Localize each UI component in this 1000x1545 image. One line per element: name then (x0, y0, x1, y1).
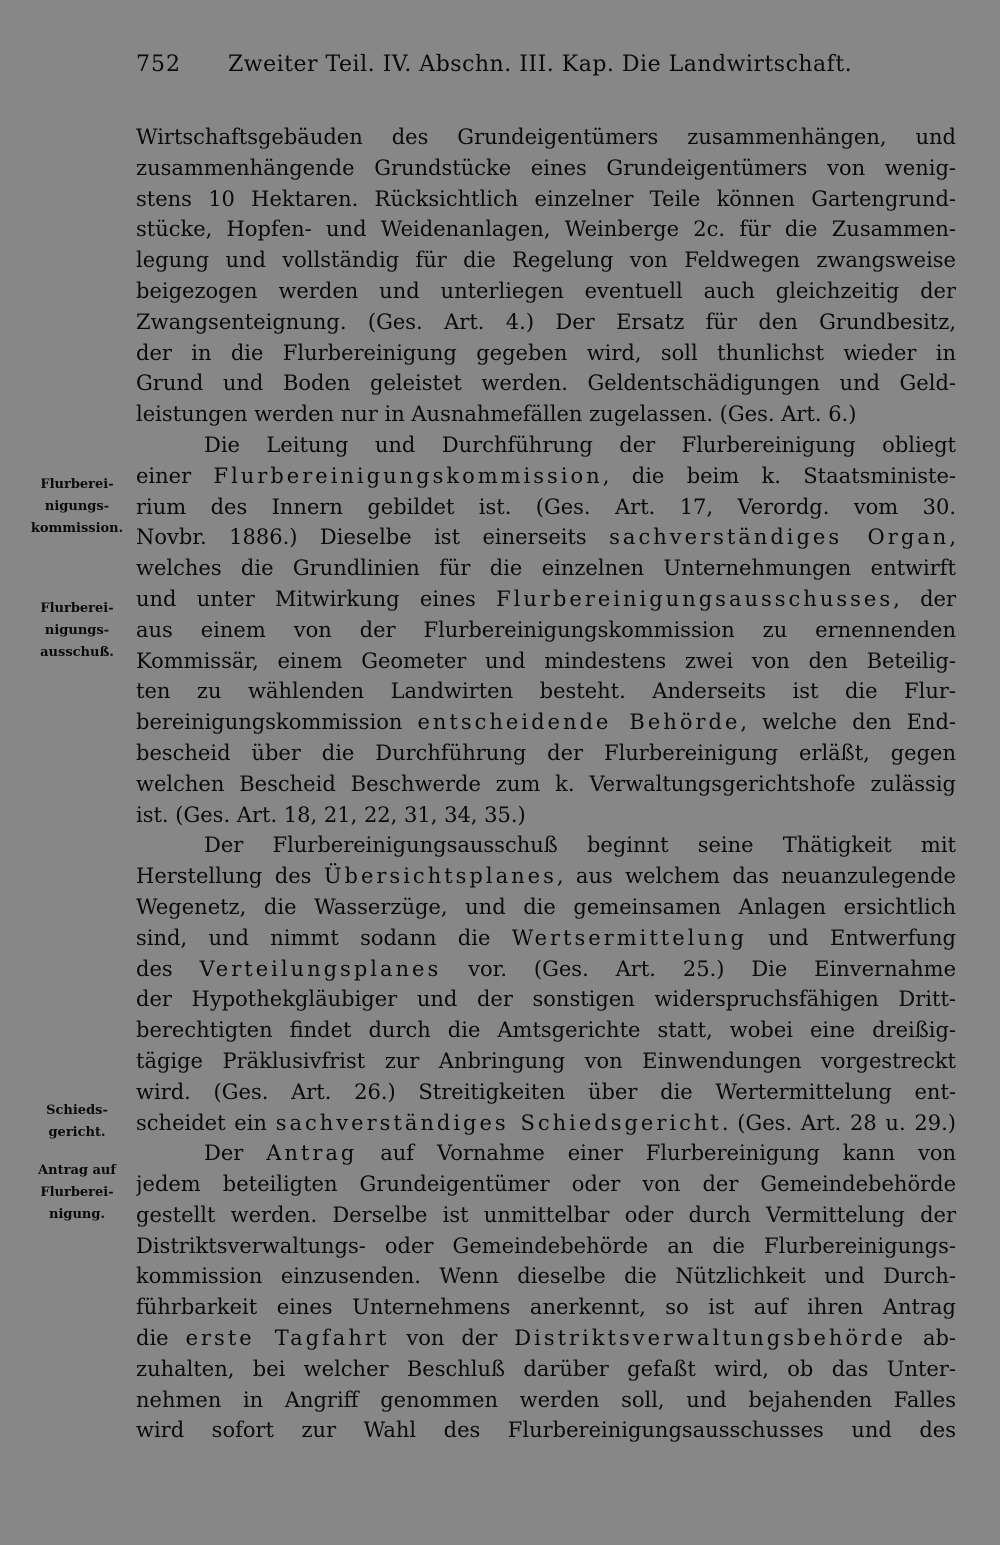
text-line: ten zu wählenden Landwirten besteht. Anderseits ist die Flur- (136, 679, 956, 704)
margin-note-line: kommission. (30, 521, 124, 536)
text-line: nehmen in Angriff genommen werden soll, und bejahenden Falles (136, 1387, 956, 1412)
text-fragment: , welche den End- (740, 710, 956, 735)
margin-note-line: Flurberei- (40, 601, 114, 616)
margin-note-line: ausschuß. (40, 645, 114, 660)
spaced-term: Flurbereinigungskommission (213, 463, 603, 488)
margin-note-antrag-auf-flurbereinigung (26, 1160, 128, 1226)
text-line: Kommissär, einem Geometer und mindestens zwei von den Beteilig- (136, 648, 956, 673)
text-line: rium des Innern gebildet ist. (Ges. Art. 17, Verordg. vom 30. (136, 494, 956, 519)
spaced-term: Flurbereinigungsausschusses (496, 586, 894, 611)
text-line: führbarkeit eines Unternehmens anerkennt, so ist auf ihren Antrag (136, 1295, 956, 1320)
text-fragment: , die beim k. Staatsministe- (602, 463, 956, 488)
text-fragment: Herstellung des (136, 864, 312, 889)
margin-note-line: nigung. (49, 1207, 105, 1222)
text-fragment: einer (136, 463, 192, 488)
text-fragment: die (136, 1326, 169, 1351)
text-line: bescheid über die Durchführung der Flurbereinigung erläßt, gegen (136, 740, 956, 765)
text-fragment: ab- (905, 1326, 956, 1351)
text-fragment: , aus welchem das neuanzulegende (556, 864, 956, 889)
text-fragment: . (Ges. Art. 28 u. 29.) (721, 1110, 956, 1135)
text-line: stücke, Hopfen- und Weidenanlagen, Weinberge 2c. für die Zusammen- (136, 217, 956, 242)
margin-note-schiedsgericht (26, 1100, 128, 1144)
text-line: leistungen werden nur in Ausnahmefällen zugelassen. (Ges. Art. 6.) (136, 402, 857, 427)
text-fragment: vor. (Ges. Art. 25.) Die Einvernahme (441, 956, 956, 981)
margin-note-line: nigungs- (44, 623, 110, 638)
text-line: beigezogen werden und unterliegen eventuell auch gleichzeitig der (136, 278, 956, 303)
text-line: zusammenhängende Grundstücke eines Grundeigentümers von wenig- (136, 155, 956, 180)
text-line (136, 522, 956, 553)
text-line (136, 954, 956, 985)
text-line: jedem beteiligten Grundeigentümer oder von der Gemeindebehörde (136, 1172, 956, 1197)
text-fragment: , der (893, 586, 956, 611)
text-line (136, 1138, 956, 1169)
text-line: wird. (Ges. Art. 26.) Streitigkeiten über die Wertermittelung ent- (136, 1079, 956, 1104)
text-line: der in die Flurbereinigung gegeben wird, soll thunlichst wieder in (136, 340, 956, 365)
spaced-term: Distriktsverwaltungsbehörde (514, 1326, 906, 1351)
margin-note-line: nigungs- (44, 499, 110, 514)
text-line: tägige Präklusivfrist zur Anbringung von Einwendungen vorgestreckt (136, 1048, 956, 1073)
text-line: stens 10 Hektaren. Rücksichtlich einzelner Teile können Gartengrund- (136, 186, 956, 211)
text-line (136, 584, 956, 615)
text-line: berechtigten findet durch die Amtsgerichte statt, wobei eine dreißig- (136, 1018, 956, 1043)
text-line: Wegenetz, die Wasserzüge, und die gemeinsamen Anlagen ersichtlich (136, 894, 956, 919)
spaced-term: Verteilungsplanes (199, 956, 442, 981)
spaced-term: sachverständiges Schiedsgericht (275, 1110, 722, 1135)
margin-note-line: Flurberei- (40, 477, 114, 492)
text-line (136, 1108, 956, 1139)
text-line: Zwangsenteignung. (Ges. Art. 4.) Der Ersatz für den Grundbesitz, (136, 309, 956, 334)
text-line: zuhalten, bei welcher Beschluß darüber gefaßt wird, ob das Unter- (136, 1356, 956, 1381)
text-fragment: bereinigungskommission (136, 710, 403, 735)
margin-note-line: Schieds- (46, 1103, 108, 1118)
text-line (136, 707, 956, 738)
text-line: Der Flurbereinigungsausschuß beginnt seine Thätigkeit mit (204, 833, 956, 858)
text-line: gestellt werden. Derselbe ist unmittelbar oder durch Vermittelung der (136, 1202, 956, 1227)
page-header (136, 52, 956, 92)
margin-note-line: gericht. (48, 1125, 106, 1140)
text-fragment: Novbr. 1886.) Dieselbe ist einerseits (136, 525, 587, 550)
margin-note-flurbereinigungskommission (26, 474, 128, 540)
body-text (136, 122, 956, 1446)
spaced-term: entscheidende Behörde (417, 710, 741, 735)
text-fragment: und unter Mitwirkung eines (136, 586, 476, 611)
text-fragment: auf Vornahme einer Flurbereinigung kann von (357, 1141, 956, 1166)
text-line: Distriktsverwaltungs- oder Gemeindebehörde an die Flurbereinigungs- (136, 1233, 956, 1258)
text-fragment: von der (389, 1326, 515, 1351)
text-line: ist. (Ges. Art. 18, 21, 22, 31, 34, 35.) (136, 802, 526, 827)
spaced-term: Wertsermittelung (511, 925, 747, 950)
text-fragment: sind, und nimmt sodann die (136, 925, 491, 950)
text-line: Die Leitung und Durchführung der Flurbereinigung obliegt (204, 432, 956, 457)
spaced-term: Antrag (266, 1141, 358, 1166)
text-line: Grund und Boden geleistet werden. Geldentschädigungen und Geld- (136, 371, 956, 396)
text-fragment: Der (204, 1141, 244, 1166)
text-line: wird sofort zur Wahl des Flurbereinigungsausschusses und des (136, 1418, 956, 1443)
text-line: der Hypothekgläubiger und der sonstigen widerspruchsfähigen Dritt- (136, 987, 956, 1012)
margin-note-line: Flurberei- (40, 1185, 114, 1200)
running-head: Zweiter Teil. IV. Abschn. III. Kap. Die Landwirtschaft. (228, 52, 853, 77)
text-line: kommission einzusenden. Wenn dieselbe die Nützlichkeit und Durch- (136, 1264, 956, 1289)
text-fragment: und Entwerfung (746, 925, 956, 950)
text-fragment: des (136, 956, 173, 981)
text-line (136, 861, 956, 892)
margin-note-flurbereinigungsausschuss (26, 598, 128, 664)
spaced-term: erste Tagfahrt (185, 1326, 390, 1351)
text-line: welches die Grundlinien für die einzelnen Unternehmungen entwirft (136, 556, 956, 581)
text-line: Wirtschaftsgebäuden des Grundeigentümers zusammenhängen, und (136, 125, 956, 149)
text-line (136, 923, 956, 954)
page-number: 752 (136, 52, 181, 77)
text-fragment: scheidet ein (136, 1110, 267, 1135)
text-line (136, 461, 956, 492)
text-line: aus einem von der Flurbereinigungskommission zu ernennenden (136, 617, 956, 642)
spaced-term: sachverständiges Organ (609, 525, 950, 550)
margin-note-line: Antrag auf (38, 1163, 116, 1178)
text-line: legung und vollständig für die Regelung von Feldwegen zwangsweise (136, 248, 956, 273)
text-fragment: , (949, 525, 956, 550)
text-line (136, 1323, 956, 1354)
text-line: welchen Bescheid Beschwerde zum k. Verwaltungsgerichtshofe zulässig (136, 771, 956, 796)
spaced-term: Übersichtsplanes (323, 864, 557, 889)
